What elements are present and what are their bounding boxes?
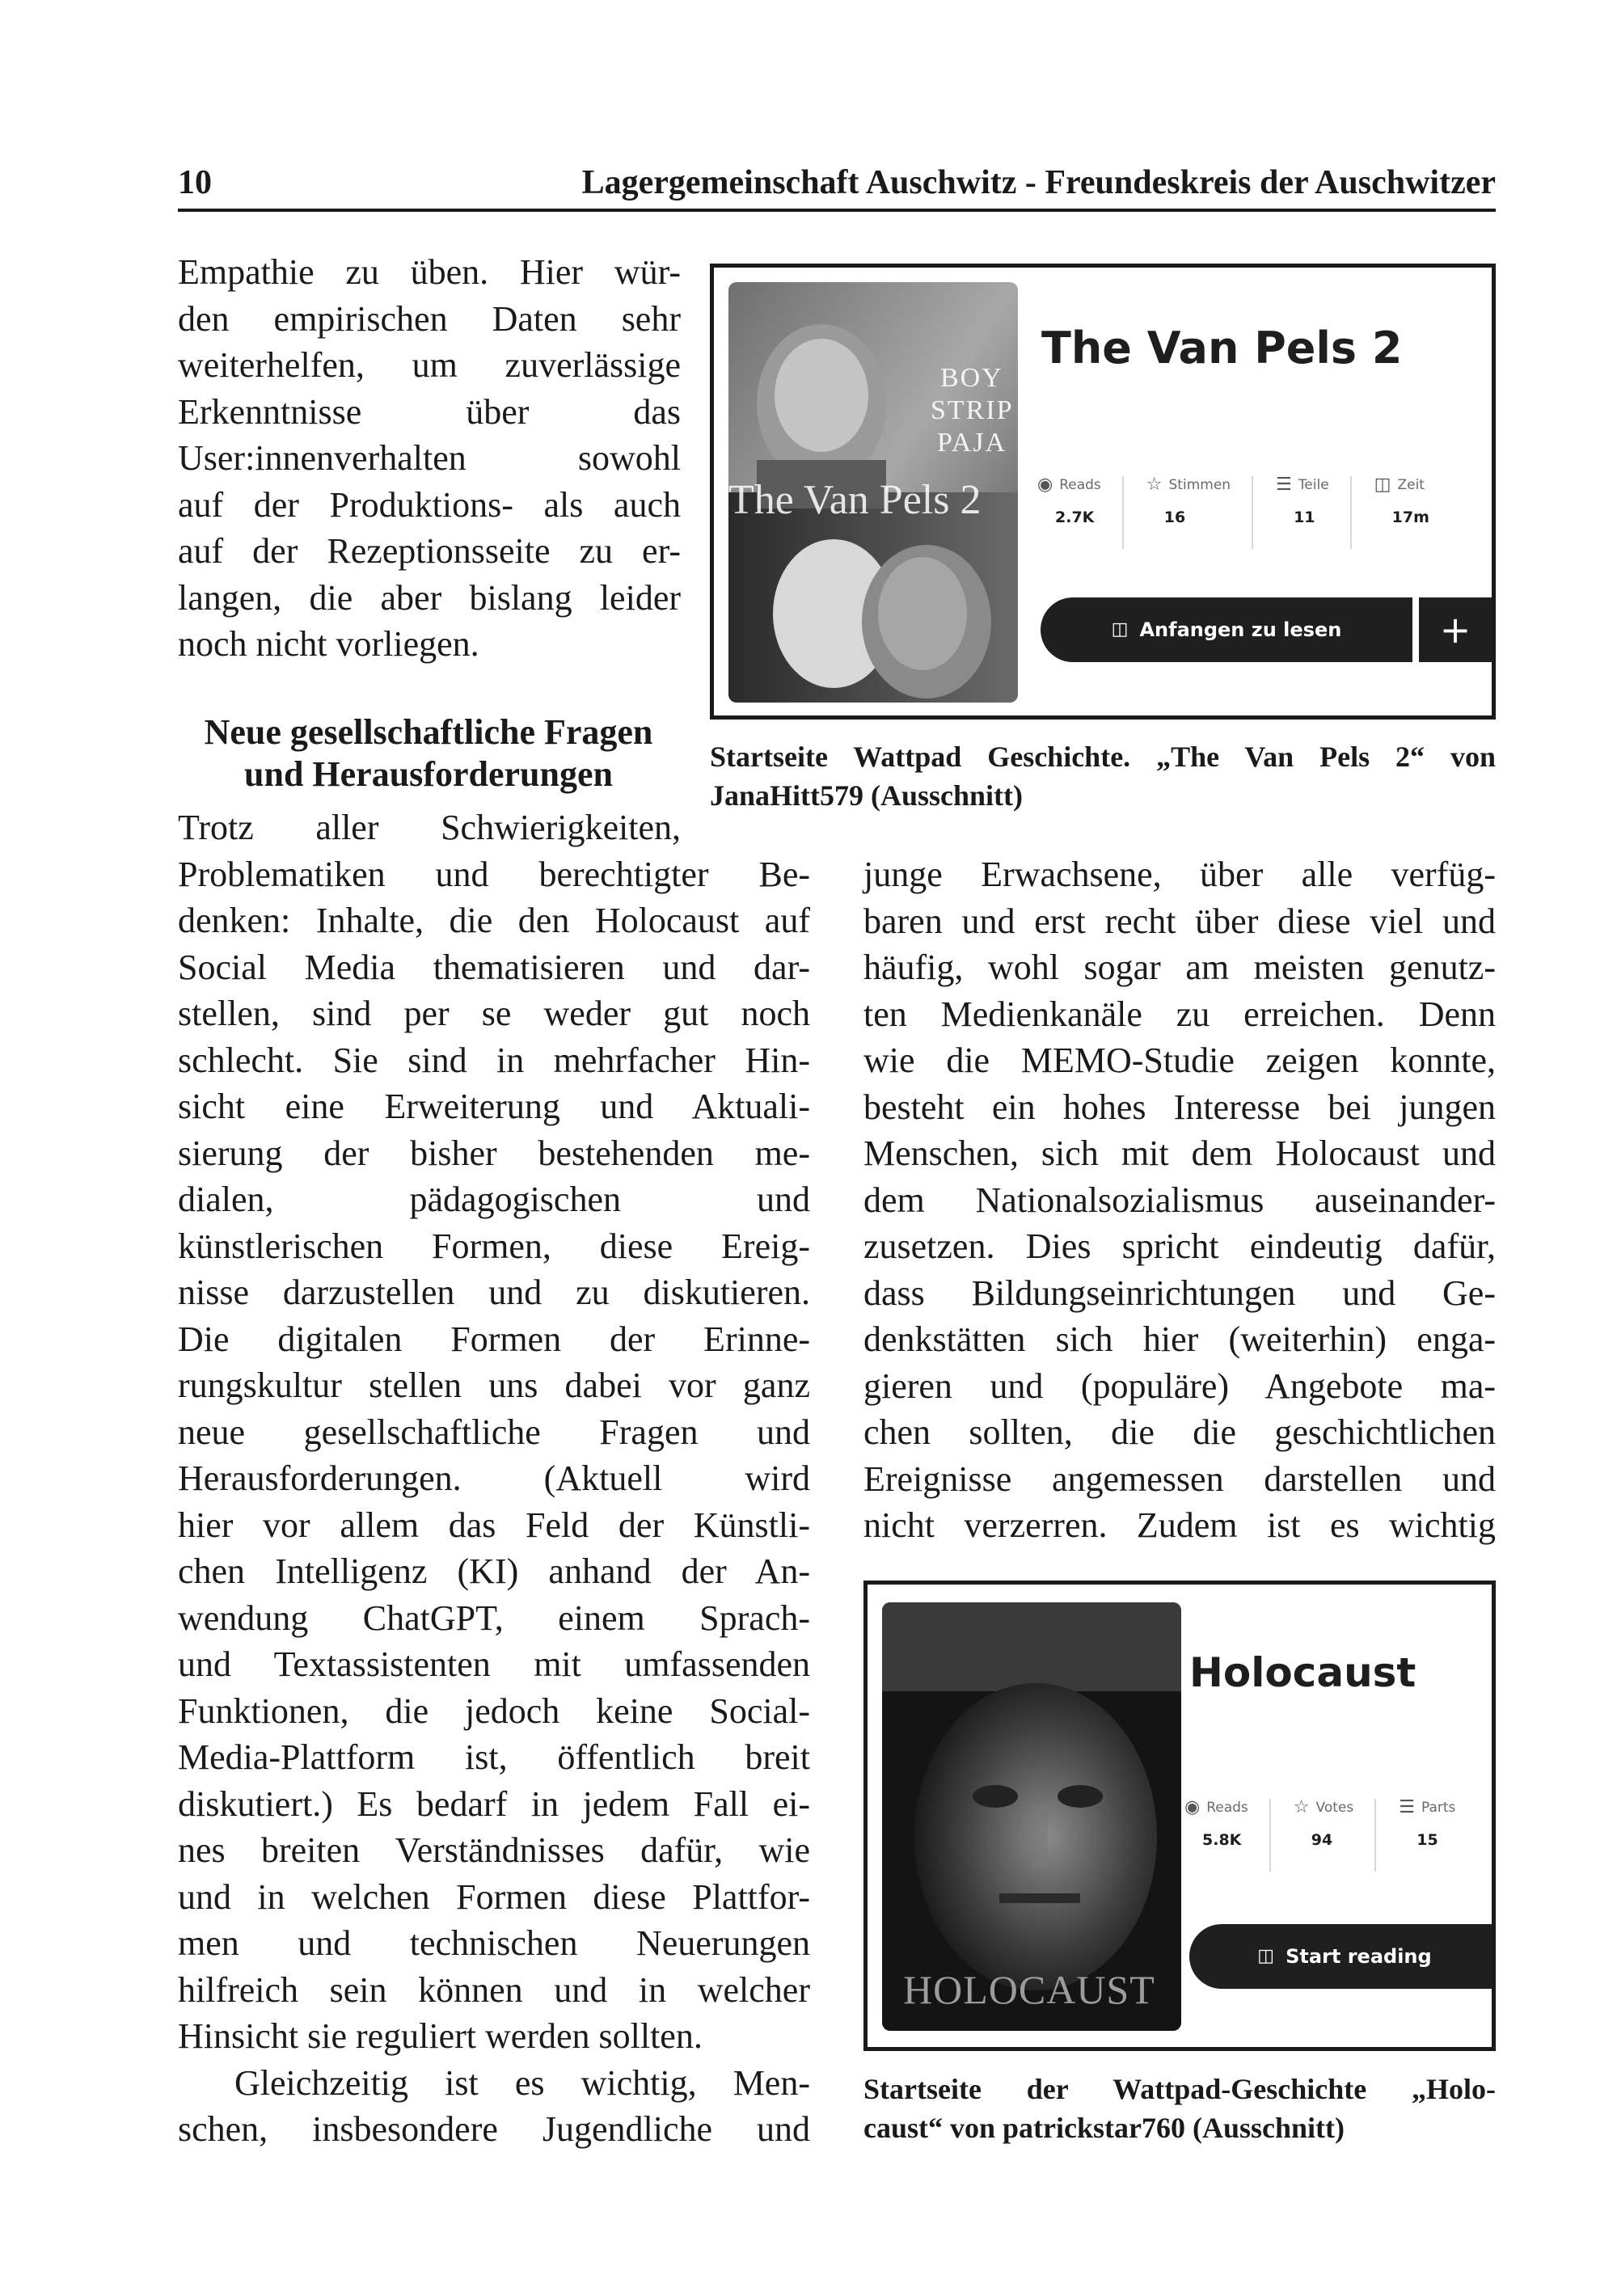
text-line: rungskultur stellen uns dabei vor ganz [178,1365,810,1405]
text-line: Social Media thematisieren und dar- [178,947,810,987]
stat-label: Zeit [1397,477,1425,493]
list-icon: ☰ [1399,1797,1415,1817]
running-title: Lagergemeinschaft Auschwitz - Freundeskreis der Auschwitzer [581,164,1496,201]
text-line: noch nicht vorliegen. [178,624,479,664]
text-line: Empathie zu üben. Hier wür- [178,252,681,292]
text-line: dass Bildungseinrichtungen und Ge- [863,1273,1496,1313]
text-line: gieren und (populäre) Angebote ma- [863,1365,1496,1406]
text-line: Herausforderungen. (Aktuell wird [178,1458,810,1498]
section-heading-line: Neue gesellschaftliche Fragen [204,712,653,752]
cover-overlay-title: The Van Pels 2 [728,477,982,523]
text-line: denkstätten sich hier (weiterhin) enga- [863,1319,1496,1359]
text-line: dialen, pädagogischen und [178,1180,810,1219]
list-icon: ☰ [1276,475,1292,495]
stat-reads [1037,476,1124,526]
paragraph-main-left [178,804,810,2153]
stat-time [1374,476,1452,526]
caption-line: caust“ von patrickstar760 (Ausschnitt) [863,2112,1345,2144]
text-line: und Textassistenten mit umfassenden [178,1644,810,1684]
text-line: Ereignisse angemessen darstellen und [863,1458,1496,1499]
text-line: und in welchen Formen diese Plattfor- [178,1876,810,1917]
story-stats [1037,476,1475,526]
text-line: schlecht. Sie sind in mehrfacher Hin- [178,1040,810,1080]
start-reading-label: Start reading [1286,1945,1432,1968]
caption-line: Startseite der Wattpad-Geschichte „Holo- [863,2073,1496,2105]
start-reading-button[interactable] [1189,1924,1496,1989]
stat-votes [1146,476,1253,526]
text-line: neue gesellschaftliche Fragen und [178,1412,810,1452]
text-line: Menschen, sich mit dem Holocaust und [863,1133,1496,1173]
story-stats [1184,1799,1496,1849]
text-line: men und technischen Neuerungen [178,1923,810,1963]
figure-caption-2 [863,2070,1496,2147]
star-icon: ☆ [1146,475,1163,495]
figure-van-pels-screenshot [710,264,1496,720]
stat-label: Votes [1315,1800,1354,1816]
text-line: langen, die aber bislang leider [178,577,681,618]
eye-icon: ◉ [1037,475,1053,495]
stat-value: 16 [1163,509,1186,526]
cover-image-holocaust [882,1602,1181,2031]
caption-line: JanaHitt579 (Ausschnitt) [710,779,1024,812]
stat-value: 2.7K [1055,509,1095,526]
text-line: schen, insbesondere Jugendliche und [178,2109,810,2149]
text-line: zusetzen. Dies spricht eindeutig dafür, [863,1226,1496,1266]
text-line: dem Nationalsozialismus auseinander- [863,1180,1496,1220]
stat-votes [1294,1799,1376,1849]
stat-value: 15 [1416,1831,1438,1849]
start-reading-label: Anfangen zu lesen [1139,618,1342,641]
text-line: nes breiten Verständnisses dafür, wie [178,1830,810,1870]
text-line: Gleichzeitig ist es wichtig, Men- [234,2062,810,2103]
stat-value: 94 [1311,1831,1333,1849]
text-line: den empirischen Daten sehr [178,298,681,339]
text-line: hier vor allem das Feld der Künstli- [178,1505,810,1545]
stat-label: Reads [1206,1800,1248,1816]
star-icon: ☆ [1293,1797,1310,1817]
text-line: sicht eine Erweiterung und Aktuali- [178,1087,810,1126]
text-line: User:innenverhalten sowohl [178,438,681,478]
clock-icon: ◫ [1374,475,1391,495]
text-line: Funktionen, die jedoch keine Social- [178,1690,810,1731]
cover-text: HOLOCAUST [903,1967,1155,2012]
text-line: Media-Plattform ist, öffentlich breit [178,1737,810,1777]
text-line: wendung ChatGPT, einem Sprach- [178,1597,810,1638]
book-icon: ◫ [1111,619,1129,639]
text-line: häufig, wohl sogar am meisten genutz- [863,948,1496,987]
eye-icon: ◉ [1184,1797,1201,1817]
text-line: nisse darzustellen und zu diskutieren. [178,1273,810,1312]
text-line: sierung der bisher bestehenden me- [178,1133,810,1173]
cover-text: STRIP [931,395,1014,425]
paragraph-intro [178,249,681,668]
text-line: Erkenntnisse über das [178,391,681,432]
text-line: ten Medienkanäle zu erreichen. Denn [863,994,1496,1034]
section-heading-line: und Herausforderungen [244,754,613,794]
stat-label: Stimmen [1168,477,1231,493]
cover-image-van-pels [728,282,1018,703]
figure-caption-1 [710,737,1496,815]
text-line: auf der Produktions- als auch [178,484,681,525]
cover-text: PAJA [937,428,1007,458]
stat-parts [1399,1799,1478,1849]
stat-value: 17m [1391,509,1429,526]
text-line: stellen, sind per se weder gut noch [178,994,810,1033]
stat-label: Reads [1059,477,1101,493]
text-line: chen sollten, die die geschichtlichen [863,1412,1496,1452]
stat-reads [1184,1799,1271,1849]
add-to-library-button[interactable] [1419,597,1492,662]
text-line: baren und erst recht über diese viel und [863,901,1496,941]
running-header [178,160,1496,212]
start-reading-button[interactable] [1041,597,1412,662]
text-line: wie die MEMO-Studie zeigen konnte, [863,1040,1496,1080]
text-line: nicht verzerren. Zudem ist es wichtig [863,1505,1496,1545]
stat-label: Parts [1421,1800,1456,1816]
text-line: junge Erwachsene, über alle verfüg- [863,855,1496,894]
text-line: hilfreich sein können und in welcher [178,1969,810,2010]
text-line: Die digitalen Formen der Erinne- [178,1319,810,1359]
text-line: besteht ein hohes Interesse bei jungen [863,1087,1496,1127]
text-line: Hinsicht sie reguliert werden sollten. [178,2016,703,2056]
stat-parts [1276,476,1352,526]
stat-label: Teile [1298,477,1329,493]
text-line: künstlerischen Formen, diese Ereig- [178,1226,810,1266]
story-title: Holocaust [1189,1649,1416,1696]
section-heading [170,711,687,796]
cover-text: BOY [940,363,1003,393]
plus-icon: + [1439,608,1471,652]
text-line: denken: Inhalte, die den Holocaust auf [178,901,810,940]
story-title: The Van Pels 2 [1041,323,1403,374]
text-line: Problematiken und berechtigter Be- [178,854,810,894]
text-line: chen Intelligenz (KI) anhand der An- [178,1551,810,1591]
text-line: weiterhelfen, um zuverlässige [178,345,681,385]
text-line: diskutiert.) Es bedarf in jedem Fall ei- [178,1783,810,1824]
stat-value: 11 [1294,509,1315,526]
paragraph-main-right [863,851,1496,1549]
caption-line: Startseite Wattpad Geschichte. „The Van Pels 2“ von [710,741,1496,773]
text-line: auf der Rezeptionsseite zu er- [178,531,681,571]
page-number: 10 [178,164,212,201]
figure-holocaust-screenshot [863,1581,1496,2051]
book-icon: ◫ [1257,1946,1275,1966]
text-line: Trotz aller Schwierigkeiten, [178,808,681,847]
stat-value: 5.8K [1202,1831,1242,1849]
